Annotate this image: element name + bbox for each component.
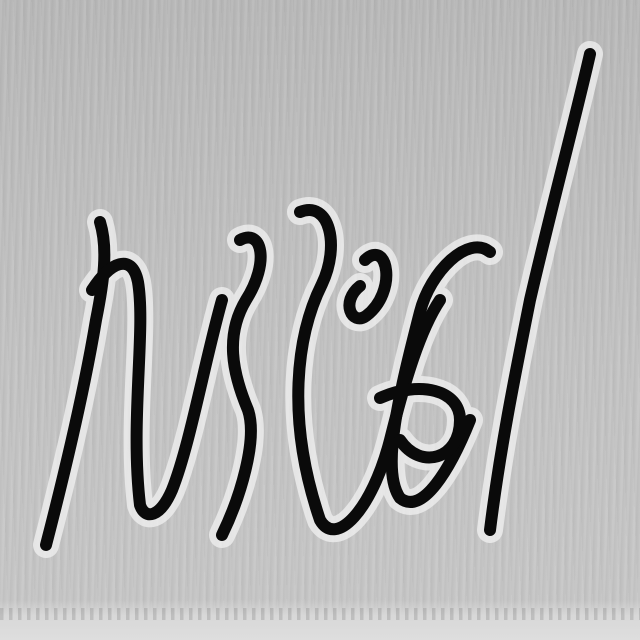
scan-bottom-strip (0, 600, 640, 640)
scan-bottom-noise (0, 608, 640, 620)
